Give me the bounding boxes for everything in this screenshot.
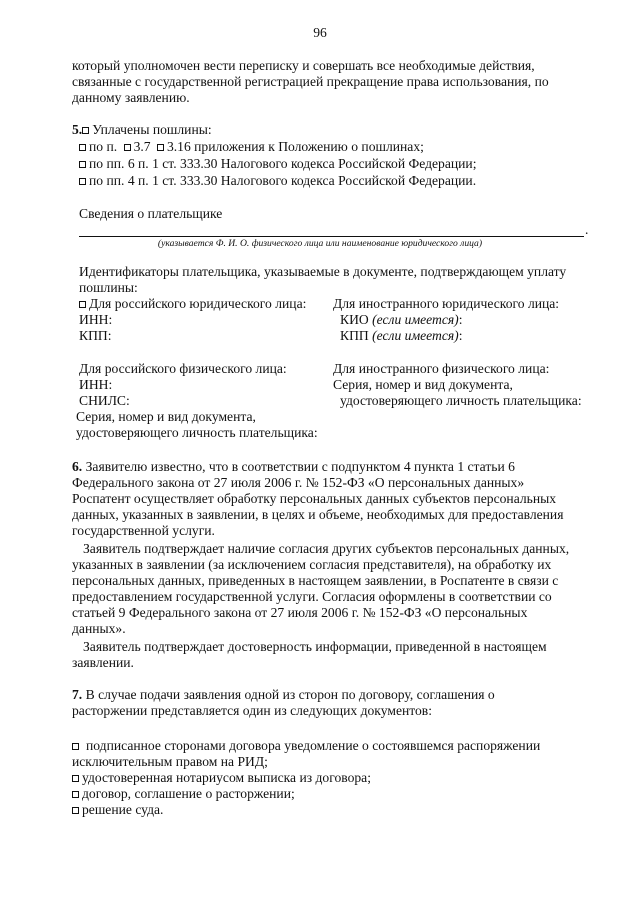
section-6-p3-line-1: Заявитель подтверждает достоверность информации, приведенной в настоящем [83,639,547,654]
kio-label: КИО [340,312,373,327]
section-6-p3-line-2: заявлении. [72,655,134,670]
doc-option-1-text: подписанное сторонами договора уведомление о состоявшемся распоряжении [86,738,541,753]
fee-option-2 [79,156,476,172]
doc-option-2 [72,770,371,786]
kio-note: (если имеется) [372,312,459,327]
section-7-intro-0: В случае подачи заявления одной из сторон по договору, соглашения о [85,687,495,702]
ru-legal-inn: ИНН: [79,312,113,327]
section-7-line-1 [72,687,588,703]
section-6-p2-line-3: персональных данных, приведенных в настоящем заявлении, в Роспатенте в связи с [72,573,559,588]
checkbox-icon[interactable] [82,127,89,134]
intro-line-1: который уполномочен вести переписку и совершать все необходимые действия, [72,58,535,73]
fee-option-1-c: 3.16 приложения к Положению о пошлинах; [166,139,424,154]
intro-line-3: данному заявлению. [72,90,190,105]
doc-option-3-text: договор, соглашение о расторжении; [82,786,295,801]
section-6-p2-line-5: статьей 9 Федерального закона от 27 июля 2006 г. № 152-ФЗ «О персональных [72,605,528,620]
fee-option-2-text: по пп. 6 п. 1 ст. 333.30 Налогового кодекса Российской Федерации; [89,156,477,171]
kio-colon: : [458,312,463,327]
section-7-number: 7. [72,687,83,702]
intro-line-2: связанные с государственной регистрацией прекращение права использования, по [72,74,549,89]
section-6-p2-line-2: указанных в заявлении (за исключением согласия представителя), на обработку их [72,557,552,572]
section-6-p2-line-6: данных». [72,621,126,636]
section-5-number: 5. [72,122,83,137]
section-6-line-5: государственной услуги. [72,523,215,538]
foreign-legal-label: Для иностранного юридического лица: [333,296,560,311]
fee-option-1-a: по п. [89,139,118,154]
ru-legal-label [79,296,306,312]
ru-person-inn: ИНН: [79,377,113,392]
section-6-line-3: Роспатент осуществляет обработку персональных данных субъектов персональных [72,491,557,506]
ids-heading-1: Идентификаторы плательщика, указываемые в документе, подтверждающем уплату [79,264,567,279]
doc-option-2-text: удостоверенная нотариусом выписка из договора; [82,770,371,785]
kpp-f-label: КПП [340,328,373,343]
ru-person-label: Для российского физического лица: [79,361,287,376]
section-5-title-text: Уплачены пошлины: [92,122,212,137]
page-number: 96 [313,25,327,40]
doc-option-3 [72,786,295,802]
fee-option-3 [79,173,476,189]
doc-option-1-cont: исключительным правом на РИД; [72,754,268,769]
ru-person-doc-1: Серия, номер и вид документа, [76,409,256,424]
doc-option-4 [72,802,163,818]
payer-line-end: . [585,222,589,237]
ru-legal-text: Для российского юридического лица: [89,296,307,311]
payer-label: Сведения о плательщике [79,206,223,221]
ru-legal-kpp: КПП: [79,328,112,343]
foreign-person-doc-2: удостоверяющего личность плательщика: [340,393,582,408]
foreign-person-label: Для иностранного физического лица: [333,361,550,376]
section-6-line-1 [72,459,588,475]
foreign-person-doc-1: Серия, номер и вид документа, [333,377,513,392]
kpp-f-note: (если имеется) [372,328,459,343]
payer-note: (указывается Ф. И. О. физического лица или наименование юридического лица) [157,238,483,249]
fee-option-1 [79,139,424,155]
checkbox-icon[interactable] [72,807,79,814]
checkbox-icon[interactable] [72,791,79,798]
foreign-legal-kio [340,312,462,328]
fee-option-1-b: 3.7 [133,139,151,154]
section-6-p1-0: Заявителю известно, что в соответствии с подпунктом 4 пункта 1 статьи 6 [85,459,515,474]
checkbox-icon[interactable] [157,144,164,151]
payer-name-line[interactable] [79,236,584,237]
checkbox-icon[interactable] [79,144,86,151]
section-6-line-4: данных, указанных в заявлении, в целях и объеме, необходимых для предоставления [72,507,564,522]
checkbox-icon[interactable] [79,301,86,308]
fee-option-3-text: по пп. 4 п. 1 ст. 333.30 Налогового кодекса Российской Федерации. [89,173,477,188]
foreign-legal-kpp [340,328,462,344]
kpp-f-colon: : [458,328,463,343]
checkbox-icon[interactable] [72,775,79,782]
section-7-line-2: расторжении представляется один из следующих документов: [72,703,433,718]
ru-person-doc-2: удостоверяющего личность плательщика: [76,425,318,440]
ru-person-snils: СНИЛС: [79,393,130,408]
checkbox-icon[interactable] [79,178,86,185]
checkbox-icon[interactable] [79,161,86,168]
section-6-line-2: Федерального закона от 27 июля 2006 г. № 152-ФЗ «О персональных данных» [72,475,525,490]
section-6-p2-line-4: предоставлением государственной услуги. Согласия оформлены в соответствии со [72,589,552,604]
checkbox-icon[interactable] [124,144,131,151]
section-6-number: 6. [72,459,83,474]
section-5-title [72,122,212,138]
ids-heading-2: пошлины: [79,280,138,295]
doc-option-1 [72,738,588,754]
doc-option-4-text: решение суда. [82,802,164,817]
section-6-p2-line-1: Заявитель подтверждает наличие согласия других субъектов персональных данных, [83,541,570,556]
checkbox-icon[interactable] [72,743,79,750]
